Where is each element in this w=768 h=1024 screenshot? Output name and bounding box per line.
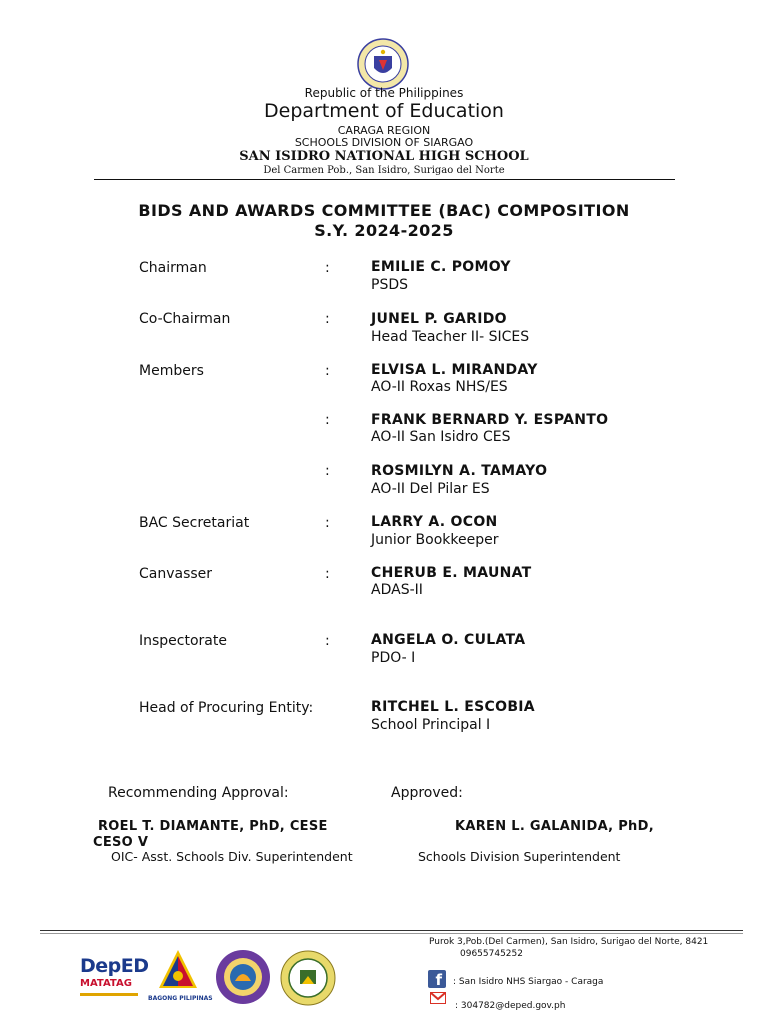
recommender-title: OIC- Asst. Schools Div. Superintendent — [111, 849, 353, 864]
member-position: PSDS — [371, 277, 408, 293]
deped-matatag-logo — [80, 955, 149, 1005]
gmail-icon — [430, 992, 446, 1004]
recommender-name-suffix: CESO V — [93, 835, 149, 850]
member-name: EMILIE C. POMOY — [371, 259, 511, 275]
colon: : — [325, 260, 330, 276]
school-year: S.Y. 2024-2025 — [314, 221, 454, 240]
division-line: SCHOOLS DIVISION OF SIARGAO — [294, 136, 474, 149]
member-name: ROSMILYN A. TAMAYO — [371, 463, 548, 479]
member-position: AO-II Roxas NHS/ES — [371, 379, 508, 395]
role-label: Head of Procuring Entity: — [139, 700, 314, 716]
role-label: Co-Chairman — [139, 311, 231, 327]
member-name: JUNEL P. GARIDO — [371, 311, 507, 327]
facebook-icon: f — [428, 970, 446, 988]
role-label: Inspectorate — [139, 633, 227, 649]
member-name: ANGELA O. CULATA — [371, 632, 526, 648]
role-label: Chairman — [139, 260, 207, 276]
header-divider — [94, 179, 675, 180]
logo-underline — [80, 993, 138, 996]
region-line: CARAGA REGION — [337, 124, 431, 137]
school-seal-logo — [280, 950, 336, 1006]
division-seal-logo — [215, 949, 271, 1005]
member-position: Junior Bookkeeper — [371, 532, 499, 548]
approver-name: KAREN L. GALANIDA, PhD, — [455, 819, 654, 834]
member-name: RITCHEL L. ESCOBIA — [371, 699, 535, 715]
role-label: BAC Secretariat — [139, 515, 250, 531]
footer-divider — [40, 930, 743, 931]
member-position: School Principal I — [371, 717, 491, 733]
recommending-approval-label: Recommending Approval: — [108, 785, 289, 801]
document-title: BIDS AND AWARDS COMMITTEE (BAC) COMPOSITION — [138, 201, 630, 220]
member-position: PDO- I — [371, 650, 416, 666]
colon: : — [325, 311, 330, 327]
school-name: SAN ISIDRO NATIONAL HIGH SCHOOL — [239, 149, 529, 164]
colon: : — [325, 566, 330, 582]
school-address: Del Carmen Pob., San Isidro, Surigao del Norte — [263, 165, 505, 176]
matatag-logo-text: MATATAG — [80, 978, 132, 989]
member-position: AO-II Del Pilar ES — [371, 481, 490, 497]
member-position: Head Teacher II- SICES — [371, 329, 530, 345]
footer-divider-secondary — [40, 933, 743, 934]
colon: : — [325, 515, 330, 531]
member-name: CHERUB E. MAUNAT — [371, 565, 532, 581]
bagong-pilipinas-logo — [149, 948, 207, 996]
department-title: Department of Education — [264, 100, 504, 122]
member-position: AO-II San Isidro CES — [371, 429, 511, 445]
deped-logo-text: DepED — [80, 955, 149, 977]
role-label: Canvasser — [139, 566, 213, 582]
approved-label: Approved: — [391, 785, 463, 801]
member-name: LARRY A. OCON — [371, 514, 498, 530]
colon: : — [325, 412, 330, 428]
deped-seal-logo — [357, 38, 409, 90]
footer-facebook: : San Isidro NHS Siargao - Caraga — [453, 977, 604, 987]
colon: : — [325, 363, 330, 379]
member-position: ADAS-II — [371, 582, 423, 598]
approver-title: Schools Division Superintendent — [418, 849, 621, 864]
colon: : — [325, 463, 330, 479]
footer-phone: 09655745252 — [460, 949, 523, 959]
bagong-pilipinas-text: BAGONG PILIPINAS — [148, 995, 213, 1002]
footer-email: : 304782@deped.gov.ph — [455, 1001, 566, 1011]
colon: : — [325, 633, 330, 649]
member-name: FRANK BERNARD Y. ESPANTO — [371, 412, 609, 428]
recommender-name: ROEL T. DIAMANTE, PhD, CESE — [98, 819, 328, 834]
role-label: Members — [139, 363, 204, 379]
republic-line: Republic of the Philippines — [304, 86, 464, 100]
member-name: ELVISA L. MIRANDAY — [371, 362, 538, 378]
footer-address: Purok 3,Pob.(Del Carmen), San Isidro, Surigao del Norte, 8421 — [429, 937, 709, 947]
